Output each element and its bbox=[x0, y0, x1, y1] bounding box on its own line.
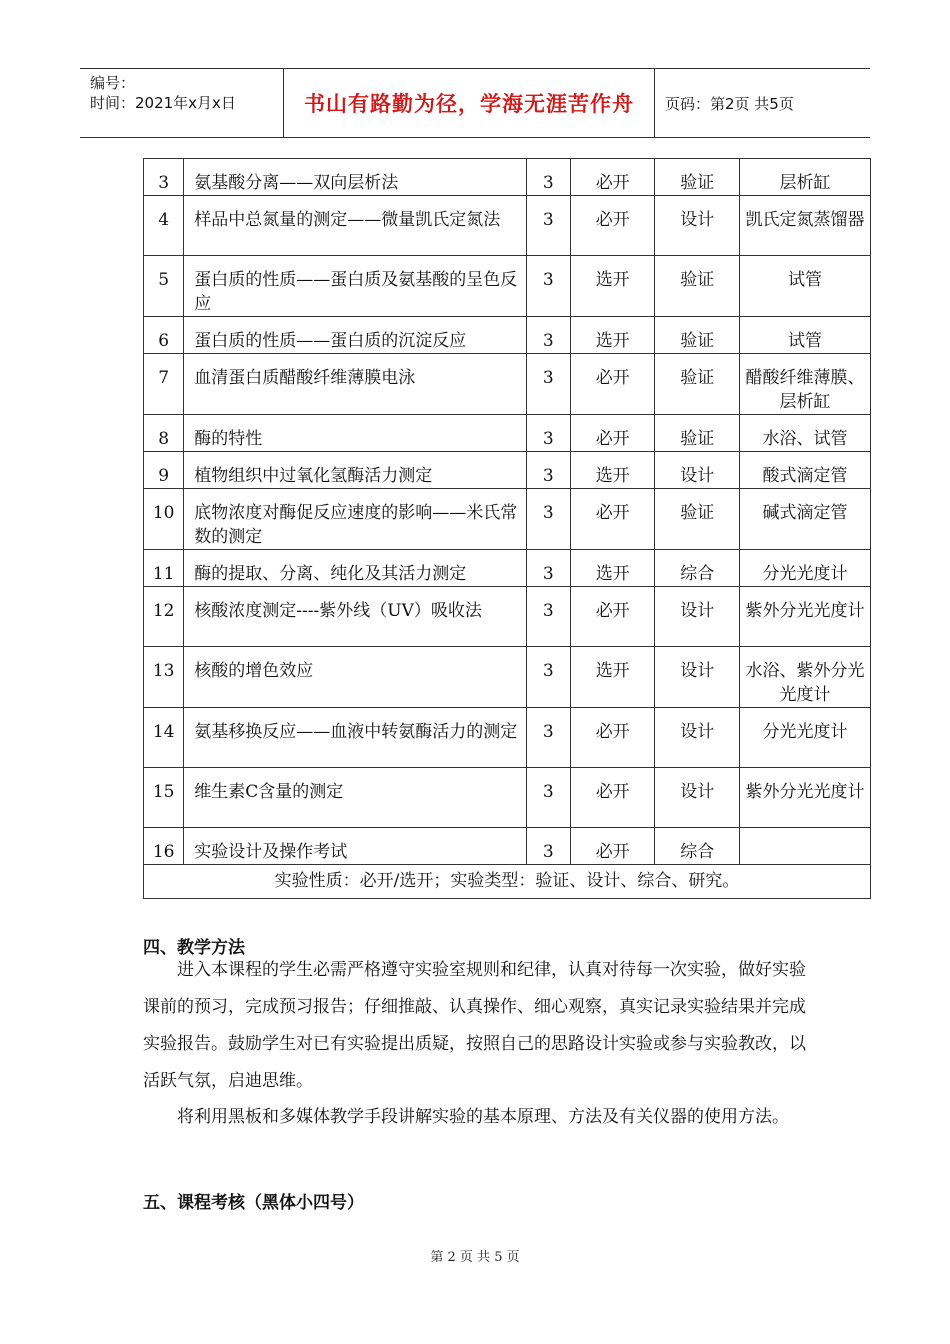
table-row bbox=[144, 415, 871, 452]
experiment-type-cell: 验证 bbox=[655, 354, 740, 415]
table-note-row bbox=[144, 865, 871, 899]
row-number-cell: 13 bbox=[144, 647, 184, 708]
experiment-type-cell: 验证 bbox=[655, 317, 740, 354]
hours-cell: 3 bbox=[526, 354, 570, 415]
equipment-cell: 紫外分光光度计 bbox=[740, 587, 871, 647]
table-row bbox=[144, 256, 871, 317]
table-note: 实验性质：必开/选开；实验类型：验证、设计、综合、研究。 bbox=[144, 865, 871, 899]
equipment-cell: 碱式滴定管 bbox=[740, 489, 871, 550]
table-row bbox=[144, 452, 871, 489]
section-4-paragraph-1: 进入本课程的学生必需严格遵守实验室规则和纪律，认真对待每一次实验，做好实验课前的预习，完成预习报告；仔细推敲、认真操作、细心观察，真实记录实验结果并完成实验报告。鼓励学生对已有实验提出质疑，按照自己的思路设计实验或参与实验教改，以活跃气氛，启迪思维。 bbox=[143, 960, 806, 1091]
table-row bbox=[144, 196, 871, 256]
equipment-cell bbox=[740, 828, 871, 865]
page-info: 页码：第2页 共5页 bbox=[665, 94, 794, 113]
experiment-property-cell: 必开 bbox=[570, 828, 655, 865]
experiment-property-cell: 必开 bbox=[570, 196, 655, 256]
experiment-property-cell: 选开 bbox=[570, 452, 655, 489]
experiment-type-cell: 验证 bbox=[655, 489, 740, 550]
hours-cell: 3 bbox=[526, 489, 570, 550]
experiment-type-cell: 综合 bbox=[655, 550, 740, 587]
table-row bbox=[144, 354, 871, 415]
experiment-property-cell: 必开 bbox=[570, 768, 655, 828]
table-row bbox=[144, 708, 871, 768]
equipment-cell: 试管 bbox=[740, 256, 871, 317]
table-row bbox=[144, 317, 871, 354]
time-label: 时间：2021年x月x日 bbox=[90, 94, 236, 112]
hours-cell: 3 bbox=[526, 196, 570, 256]
row-number-cell: 5 bbox=[144, 256, 184, 317]
equipment-cell: 紫外分光光度计 bbox=[740, 768, 871, 828]
equipment-cell: 试管 bbox=[740, 317, 871, 354]
experiment-type-cell: 设计 bbox=[655, 647, 740, 708]
equipment-cell: 水浴、紫外分光光度计 bbox=[740, 647, 871, 708]
experiment-name-cell: 蛋白质的性质——蛋白质的沉淀反应 bbox=[184, 317, 526, 354]
header-motto-cell bbox=[283, 69, 655, 137]
row-number-cell: 16 bbox=[144, 828, 184, 865]
equipment-cell: 层析缸 bbox=[740, 159, 871, 196]
section-4-paragraph-2: 将利用黑板和多媒体教学手段讲解实验的基本原理、方法及有关仪器的使用方法。 bbox=[177, 1107, 789, 1127]
hours-cell: 3 bbox=[526, 587, 570, 647]
row-number-cell: 3 bbox=[144, 159, 184, 196]
table-row bbox=[144, 587, 871, 647]
table-row bbox=[144, 768, 871, 828]
header-meta bbox=[80, 69, 283, 137]
experiment-name-cell: 样品中总氮量的测定——微量凯氏定氮法 bbox=[184, 196, 526, 256]
hours-cell: 3 bbox=[526, 768, 570, 828]
experiment-name-cell: 血清蛋白质醋酸纤维薄膜电泳 bbox=[184, 354, 526, 415]
row-number-cell: 14 bbox=[144, 708, 184, 768]
section-4-title: 四、教学方法 bbox=[143, 938, 245, 958]
hours-cell: 3 bbox=[526, 550, 570, 587]
equipment-cell: 酸式滴定管 bbox=[740, 452, 871, 489]
equipment-cell: 分光光度计 bbox=[740, 708, 871, 768]
experiment-name-cell: 实验设计及操作考试 bbox=[184, 828, 526, 865]
row-number-cell: 8 bbox=[144, 415, 184, 452]
row-number-cell: 6 bbox=[144, 317, 184, 354]
row-number-cell: 12 bbox=[144, 587, 184, 647]
section-5-title: 五、课程考核（黑体小四号） bbox=[143, 1193, 364, 1213]
row-number-cell: 11 bbox=[144, 550, 184, 587]
page-footer: 第 2 页 共 5 页 bbox=[430, 1250, 520, 1265]
experiment-property-cell: 必开 bbox=[570, 159, 655, 196]
experiment-name-cell: 核酸的增色效应 bbox=[184, 647, 526, 708]
hours-cell: 3 bbox=[526, 828, 570, 865]
row-number-cell: 9 bbox=[144, 452, 184, 489]
experiment-type-cell: 设计 bbox=[655, 587, 740, 647]
hours-cell: 3 bbox=[526, 415, 570, 452]
experiment-name-cell: 核酸浓度测定----紫外线（UV）吸收法 bbox=[184, 587, 526, 647]
table-row bbox=[144, 159, 871, 196]
motto: 书山有路勤为径，学海无涯苦作舟 bbox=[304, 92, 634, 116]
table-row bbox=[144, 647, 871, 708]
experiment-name-cell: 维生素C含量的测定 bbox=[184, 768, 526, 828]
experiment-table bbox=[143, 158, 871, 899]
row-number-cell: 15 bbox=[144, 768, 184, 828]
experiment-type-cell: 验证 bbox=[655, 415, 740, 452]
experiment-name-cell: 酶的提取、分离、纯化及其活力测定 bbox=[184, 550, 526, 587]
code-label: 编号： bbox=[90, 74, 136, 92]
row-number-cell: 10 bbox=[144, 489, 184, 550]
experiment-name-cell: 氨基酸分离——双向层析法 bbox=[184, 159, 526, 196]
experiment-type-cell: 设计 bbox=[655, 196, 740, 256]
row-number-cell: 7 bbox=[144, 354, 184, 415]
hours-cell: 3 bbox=[526, 159, 570, 196]
hours-cell: 3 bbox=[526, 452, 570, 489]
experiment-type-cell: 设计 bbox=[655, 708, 740, 768]
experiment-property-cell: 必开 bbox=[570, 354, 655, 415]
experiment-type-cell: 设计 bbox=[655, 768, 740, 828]
experiment-name-cell: 酶的特性 bbox=[184, 415, 526, 452]
experiment-property-cell: 选开 bbox=[570, 550, 655, 587]
experiment-type-cell: 验证 bbox=[655, 256, 740, 317]
equipment-cell: 水浴、试管 bbox=[740, 415, 871, 452]
equipment-cell: 分光光度计 bbox=[740, 550, 871, 587]
page-header bbox=[80, 68, 870, 138]
experiment-type-cell: 设计 bbox=[655, 452, 740, 489]
experiment-property-cell: 选开 bbox=[570, 256, 655, 317]
experiment-property-cell: 必开 bbox=[570, 415, 655, 452]
table-row bbox=[144, 489, 871, 550]
table-row bbox=[144, 550, 871, 587]
experiment-name-cell: 植物组织中过氧化氢酶活力测定 bbox=[184, 452, 526, 489]
experiment-name-cell: 氨基移换反应——血液中转氨酶活力的测定 bbox=[184, 708, 526, 768]
row-number-cell: 4 bbox=[144, 196, 184, 256]
header-page-info-cell bbox=[655, 69, 870, 137]
hours-cell: 3 bbox=[526, 647, 570, 708]
hours-cell: 3 bbox=[526, 317, 570, 354]
experiment-property-cell: 必开 bbox=[570, 489, 655, 550]
equipment-cell: 凯氏定氮蒸馏器 bbox=[740, 196, 871, 256]
experiment-property-cell: 选开 bbox=[570, 317, 655, 354]
equipment-cell: 醋酸纤维薄膜、层析缸 bbox=[740, 354, 871, 415]
experiment-property-cell: 必开 bbox=[570, 587, 655, 647]
experiment-property-cell: 选开 bbox=[570, 647, 655, 708]
hours-cell: 3 bbox=[526, 256, 570, 317]
experiment-type-cell: 验证 bbox=[655, 159, 740, 196]
hours-cell: 3 bbox=[526, 708, 570, 768]
experiment-type-cell: 综合 bbox=[655, 828, 740, 865]
table-row bbox=[144, 828, 871, 865]
experiment-table-body bbox=[144, 159, 871, 899]
experiment-name-cell: 蛋白质的性质——蛋白质及氨基酸的呈色反应 bbox=[184, 256, 526, 317]
experiment-name-cell: 底物浓度对酶促反应速度的影响——米氏常数的测定 bbox=[184, 489, 526, 550]
experiment-property-cell: 必开 bbox=[570, 708, 655, 768]
